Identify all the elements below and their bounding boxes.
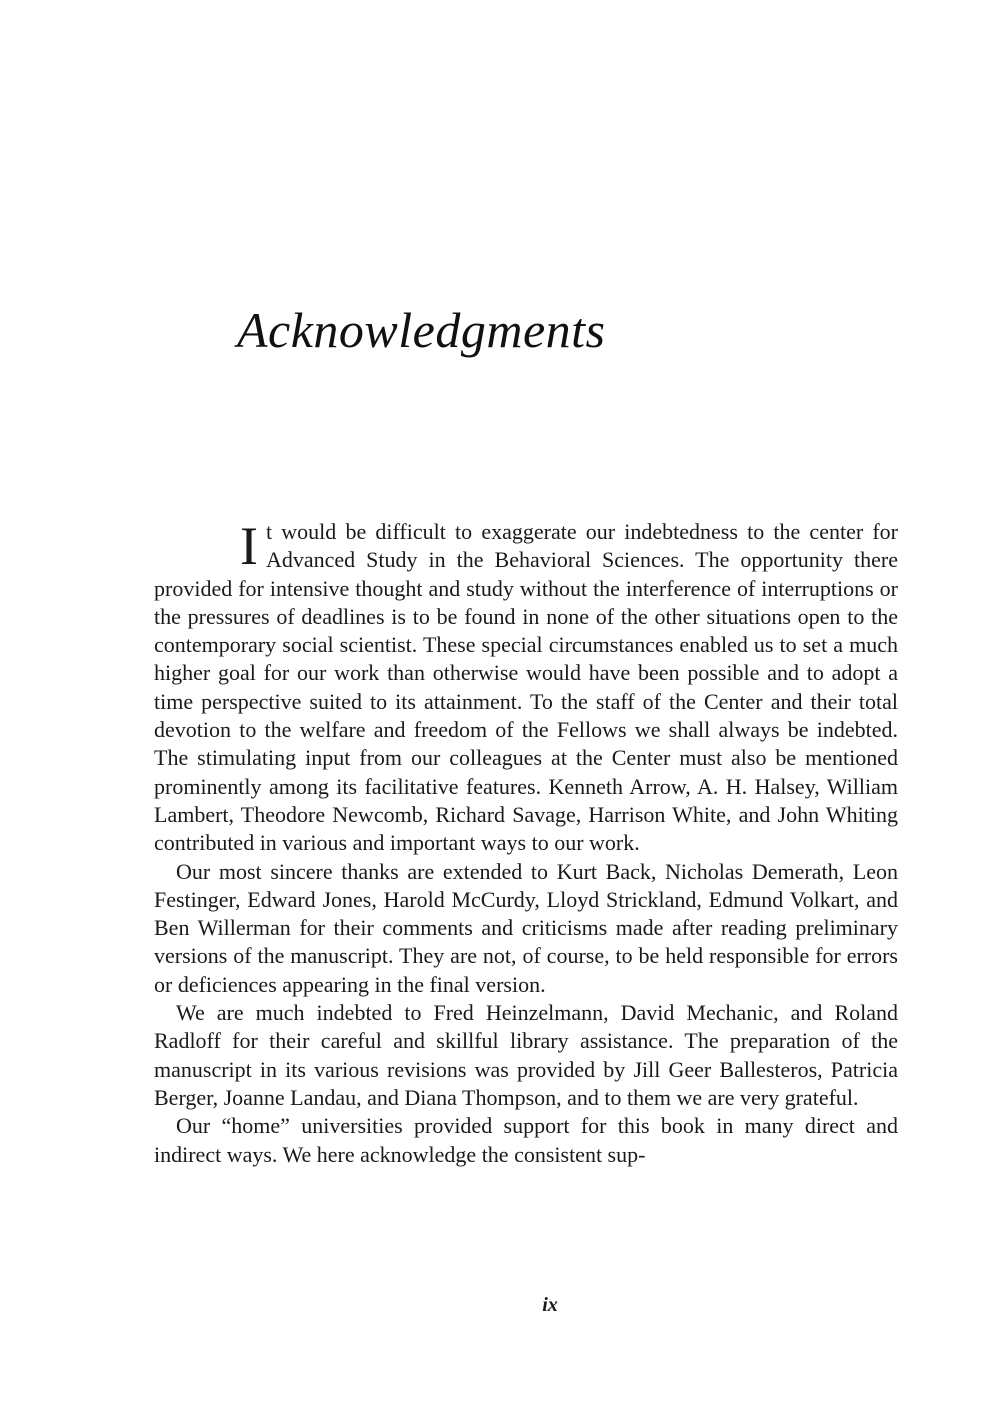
page-number: ix [542,1294,558,1316]
page-title: Acknowledgments [237,302,606,358]
paragraph-2: Our most sincere thanks are extended to Kurt Back, Nicholas Demerath, Leon Festinger, Edward Jones, Harold McCurdy, Lloyd Strickland, Edmund Volkart, and Ben Willerman for their comments and criticisms made after reading preliminary versions of the manuscript. They are not, of course, to be held responsible for errors or deficiences appearing in the final version. [154,858,898,997]
paragraph-3: We are much indebted to Fred Heinzelmann, David Mechanic, and Roland Radloff for their careful and skillful library assistance. The preparation of the manuscript in its various revisions was provided by Jill Geer Ballesteros, Patricia Berger, Joanne Landau, and Diana Thompson, and to them we are very grateful. [154,1000,898,1110]
paragraph-4: Our “home” universities provided support for this book in many direct and indirect ways. We here acknowledge the consistent sup- [154,1113,898,1167]
paragraph-1-text: t would be difficult to exaggerate our indebtedness to the center for Advanced Study in the Behavioral Sciences. The opportunity there provided for intensive thought and study without the interference of interruptions or the pressures of deadlines is to be found in none of the other situations open to the contemporary social scientist. These special circumstances enabled us to set a much higher goal for our work than otherwise would have been possible and to adopt a time perspective suited to its attainment. To the staff of the Center and their total devotion to the welfare and freedom of the Fellows we shall always be indebted. The stimulating input from our colleagues at the Center must also be mentioned prominently among its facilitative features. Kenneth Arrow, A. H. Halsey, William Lambert, Theodore Newcomb, Richard Savage, Harrison White, and John Whiting contributed in various and important ways to our work. [154,519,898,856]
drop-cap: I [240,516,258,576]
paragraph-1 [154,518,898,858]
acknowledgments-text [154,518,898,1169]
